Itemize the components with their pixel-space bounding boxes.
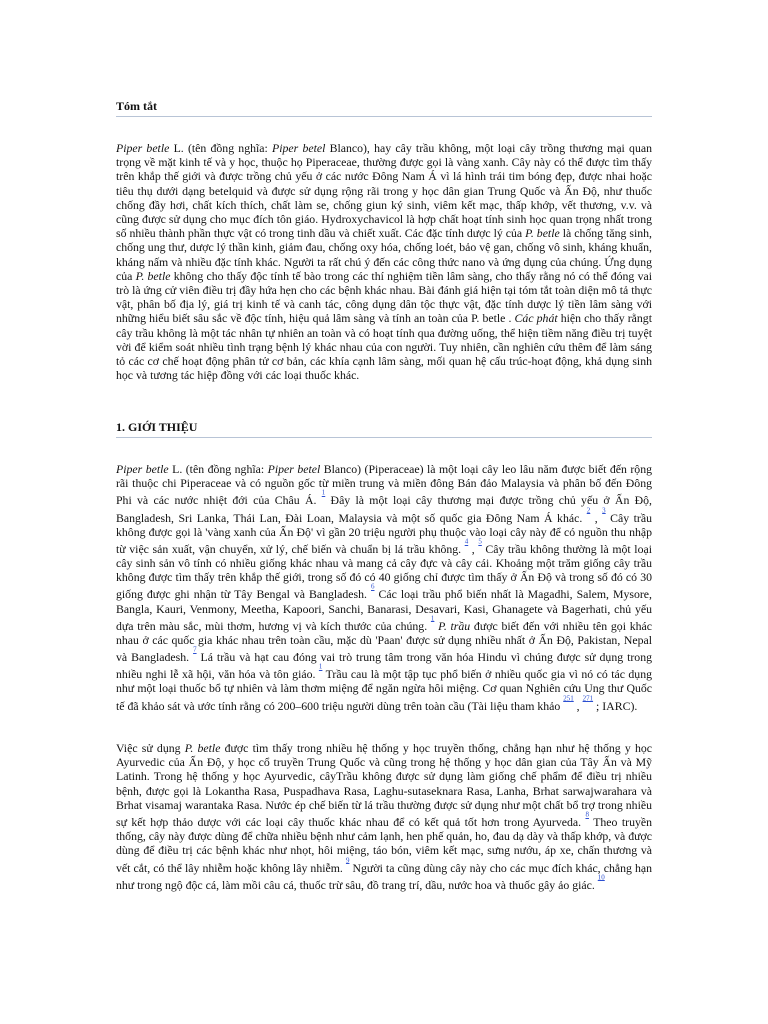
reference-link[interactable]: 4 xyxy=(464,537,469,546)
reference-link[interactable]: 6 xyxy=(370,583,375,592)
text-run: Blanco), hay cây trầu không, một loại cây trồng thương mại quan trọng về mặt kinh tế và y học, thuộc họ Piperaceae, thường được gọi là vàng xanh. Cây này có thể được tìm thấy trên khắp thế giới và được trồng chủ yếu ở các nước Đông Nam Á vì lá hình trái tim bóng đẹp, được nhai hoặc tiêu thụ dưới dạng betelquid và được sử dụng rộng rãi trong y học dân gian Trung Quốc và Ấn Độ, như thuốc chống đầy hơi, chất kích thích, chất làm se, chống giun ký sinh, viêm kết mạc, thấp khớp, vết thương, v.v. và cũng được sử dụng cho mục đích tôn giáo. Hydroxychavicol là hợp chất hoạt tính sinh học quan trọng nhất trong số nhiều thành phần thực vật có trong tinh dầu và chiết xuất. Các đặc tính dược lý của xyxy=(116,141,652,241)
reference-link[interactable]: 1 xyxy=(318,662,323,671)
text-run: Đây là một loại cây thương mại được trồng chủ yếu ở Ấn Độ, Bangladesh, Sri Lanka, Thái Lan, Đài Loan, Malaysia và một số quốc gia Đông Nam Á khác. xyxy=(116,493,653,525)
text-run: là chống tăng sinh, chống ung thư, dược lý thần kinh, giảm đau, chống oxy hóa, chống loét, bảo vệ gan, chống vô sinh, kháng khuẩn, kháng nấm và nhiều đặc tính khác. Người ta rất chú ý đến các công thức nano và ứng dụng của chúng. Ứng dụng của xyxy=(116,226,652,283)
reference-link[interactable]: 10 xyxy=(597,873,605,882)
text-run: hiện cho thấy rằngt cây trầu không là một tác nhân tự nhiên an toàn và có hoạt tính qua đường uống, thể hiện tiềm năng điều trị tuyệt vời để kiểm soát nhiều tình trạng bệnh lý khác nhau của con người. Tuy nhiên, cần nghiên cứu thêm để làm sáng tỏ các cơ chế hoạt động phân tử cơ bản, các khía cạnh lâm sàng, mối quan hệ cấu trúc-hoạt động, khả dụng sinh học và tương tác hiệp đồng với các loại thuốc khác. xyxy=(116,311,652,383)
reference-link[interactable]: 7 xyxy=(193,645,197,654)
text-run: không cho thấy độc tính tế bào trong các thí nghiệm tiền lâm sàng, cho thấy rằng nó có thể đóng vai trò là ứng cử viên điều trị đầy hứa hẹn cho các bệnh khác nhau. Bài đánh giá hiện tại tóm tắt toàn diện mô tả thực vật, phân bố địa lý, giá trị kinh tế và canh tác, công dụng dân tộc thực vật, đặc tính dược lý tiền lâm sàng với những hiểu biết sâu sắc về độc tính, hiệu quả lâm sàng và tính an toàn của P. betle . xyxy=(116,268,652,326)
text-run: Cây trầu không thường là một loại cây sinh sản vô tính có nhiều giống khác nhau và mang cả cây đực và cây cái. Khoảng một trăm giống cây trầu không được tìm thấy trên khắp thế giới, trong số đó có 40 giống chỉ được tìm thấy ở Ấn Độ và trong số đó có 30 giống được ghi nhận từ Tây Bengal và Bangladesh. xyxy=(116,541,652,602)
reference-link[interactable]: 5 xyxy=(478,537,482,546)
summary-heading: Tóm tắt xyxy=(116,99,652,117)
intro-paragraph-1 xyxy=(116,462,652,713)
species-name: Piper betle xyxy=(116,462,169,476)
text-run: Việc sử dụng xyxy=(116,741,185,755)
species-name: Piper betle xyxy=(116,141,170,155)
reference-link[interactable]: 9 xyxy=(345,856,350,865)
text-run: Theo truyền thống, cây này được dùng để chữa nhiều bệnh như cảm lạnh, hen phế quản, ho, đau dạ dày và thấp khớp, và được dùng để điều trị các bệnh khác như nhọt, hôi miệng, táo bón, viêm kết mạc, sưng nướu, áp xe, chấn thương và vết cắt, có thể lây nhiễm hoặc không lây nhiễm. xyxy=(116,814,653,875)
text-run: được tìm thấy trong nhiều hệ thống y học truyền thống, chẳng hạn như hệ thống y học Ayurvedic của Ấn Độ, y học cổ truyền Trung Quốc và cũng trong hệ thống y học dân gian của Tây Ấn và Mỹ Latinh. Trong hệ thống y học Ayurvedic, câyTrầu không được sử dụng làm giống chế phẩm để điều trị nhiều bệnh, được gọi là Lokantha Rasa, Puspadhava Rasa, Laghu-sutaseknara Rasa, Lanha, Brhat sarwajwarahara và Brhat visamaj warantaka Rasa. Nước ép chế biến từ lá trầu thường được sử dụng như một chất bổ trợ trong nhiều sự kết hợp thảo dược với các loại cây thuốc khác nhau để có kết quả tốt hơn trong Ayurveda. xyxy=(116,741,652,829)
reference-link[interactable]: 2 xyxy=(586,506,591,515)
text-run: , xyxy=(590,510,603,525)
text-run: Lá trầu và hạt cau đóng vai trò trung tâm trong văn hóa Hindu vì chúng được sử dụng trong nhiều nghi lễ xã hội, văn hóa và tôn giáo. xyxy=(116,649,652,682)
text-run: L. (tên đồng nghĩa: xyxy=(169,141,273,155)
reference-link[interactable]: 1 xyxy=(430,614,435,623)
text-run: ; IARC). xyxy=(593,698,638,713)
species-name: P. betle xyxy=(135,268,171,283)
text-run: Cây trầu không được gọi là 'vàng xanh của Ấn Độ' vì gần 20 triệu người phụ thuộc vào loại cây này để có nguồn thu nhập từ việc sản xuất, vận chuyển, xử lý, chế biến và chuẩn bị lá trầu không. xyxy=(116,510,652,556)
species-name: P. trầu xyxy=(434,618,471,633)
text-run: Các loại trầu phổ biến nhất là Magadhi, Salem, Mysore, Bangla, Kauri, Venmony, Meetha, Kapoori, Sanchi, Banarasi, Desavari, Kasi, Ghanagete và Bagerhati, chủ yếu dựa trên màu sắc, mùi thơm, hương vị và kích thước của chúng. xyxy=(116,587,652,633)
species-name: P. betle xyxy=(184,741,221,755)
reference-link[interactable]: 1 xyxy=(321,489,326,498)
text-run: được biết đến với nhiều tên gọi khác nhau ở các quốc gia khác nhau trên toàn cầu, mặc dù 'Paan' được sử dụng nhiều nhất ở Ấn Độ, Pakistan, Nepal và Bangladesh. xyxy=(116,618,652,664)
reference-link[interactable]: 3 xyxy=(602,506,606,515)
text-run: Người ta cũng dùng cây này cho các mục đích khác, chẳng hạn như trong ngộ độc cá, làm mồi câu cá, thuốc trừ sâu, đồ trang trí, dầu, nước hoa và thuốc gây ảo giác. xyxy=(116,860,652,892)
species-name: Piper betel xyxy=(267,462,321,476)
text-run: , xyxy=(573,698,583,713)
summary-paragraph xyxy=(116,141,652,382)
reference-link[interactable]: 8 xyxy=(585,810,589,819)
italic-text: Các phát xyxy=(514,311,558,326)
intro-heading: 1. GIỚI THIỆU xyxy=(116,420,652,438)
intro-paragraph-2 xyxy=(116,741,652,892)
reference-link[interactable]: 251 xyxy=(563,694,574,703)
text-run: Trầu cau là một tập tục phổ biến ở nhiều quốc gia vì nó có tác dụng như một loại thuốc bổ tự nhiên và làm thơm miệng để ngăn ngừa hôi miệng. Cơ quan Nghiên cứu Ung thư Quốc tế đã khảo sát và ước tính rằng có 200–600 triệu người dùng trên toàn cầu (Tài liệu tham khảo xyxy=(116,667,652,713)
text-run: , xyxy=(468,541,479,556)
species-name: P. betle xyxy=(525,226,560,241)
species-name: Piper betel xyxy=(272,141,326,155)
text-run: Blanco) (Piperaceae) là một loại cây leo lâu năm được biết đến rộng rãi thuộc chi Piperaceae và có nguồn gốc từ miền trung và miền đông Bán đảo Malaysia và phân bố đến Đông Phi và các nước nhiệt đới của Châu Á. xyxy=(116,462,652,508)
reference-link[interactable]: 271 xyxy=(582,694,594,703)
text-run: L. (tên đồng nghĩa: xyxy=(168,462,268,476)
